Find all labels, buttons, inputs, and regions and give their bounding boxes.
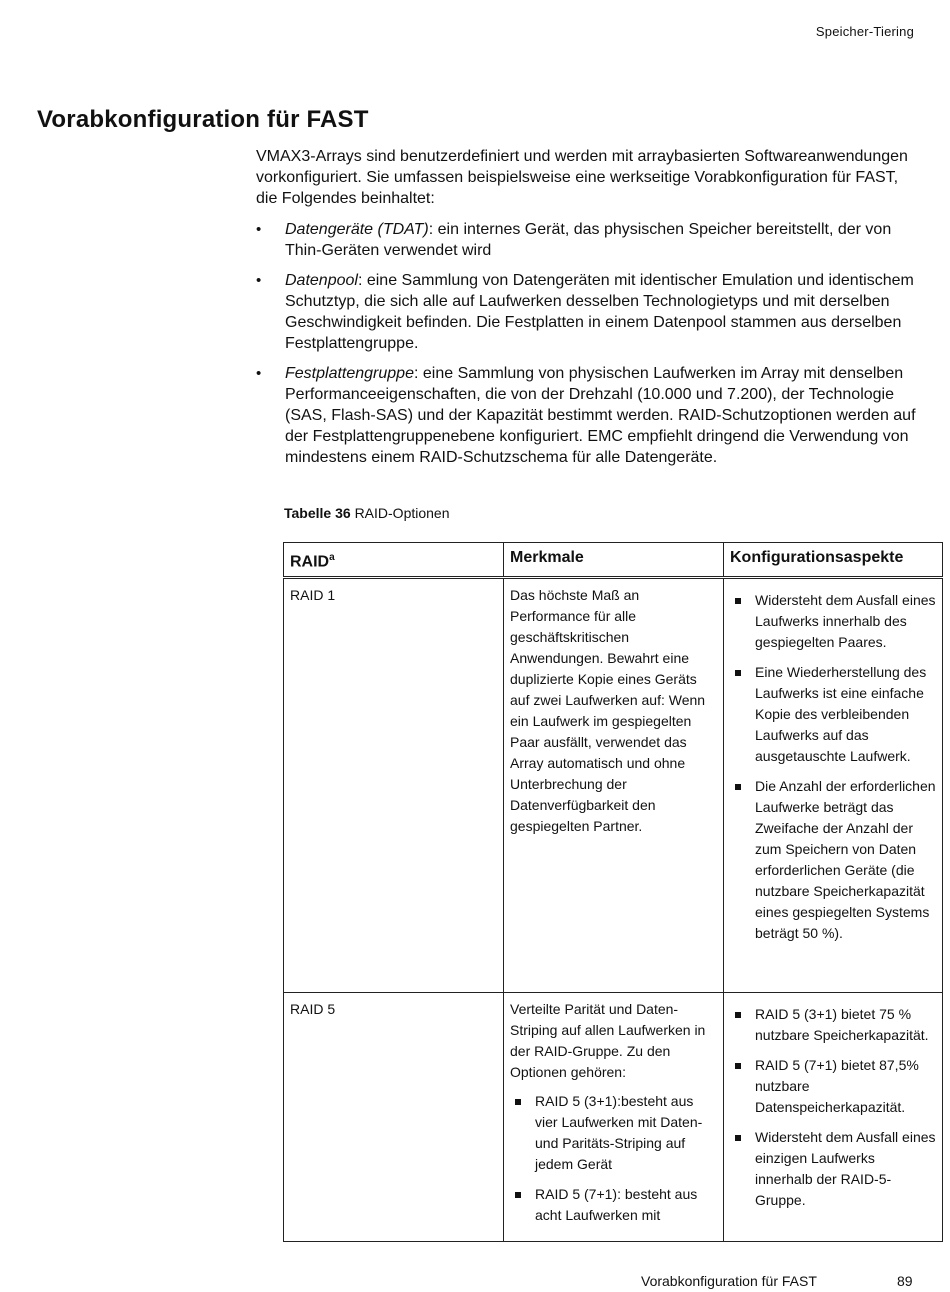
- footnote-marker: a: [329, 552, 335, 563]
- square-bullet-icon: [735, 784, 741, 790]
- features-text: Verteilte Parität und Daten-Striping auf allen Laufwerken in der RAID-Gruppe. Zu den Optionen gehören:: [510, 1001, 706, 1081]
- list-item: [256, 219, 916, 261]
- table-caption-label: Tabelle 36: [284, 505, 351, 521]
- square-bullet-icon: [515, 1192, 521, 1198]
- raid-options-table: [283, 542, 943, 1242]
- body-text: [256, 146, 916, 477]
- list-term: Datengeräte (TDAT): [285, 221, 429, 238]
- list-item: [256, 363, 916, 468]
- config-list: [730, 590, 936, 944]
- footer-title: Vorabkonfiguration für FAST: [641, 1273, 817, 1289]
- running-header: Speicher-Tiering: [815, 24, 914, 39]
- list-item: RAID 5 (3+1) bietet 75 % nutzbare Speicherkapazität.: [730, 1004, 936, 1046]
- square-bullet-icon: [735, 598, 741, 604]
- bullet-icon: •: [256, 272, 262, 289]
- list-term: Festplattengruppe: [285, 365, 414, 382]
- table-row: [284, 993, 943, 1242]
- config-list: [730, 1004, 936, 1211]
- list-item: RAID 5 (3+1):besteht aus vier Laufwerken mit Daten- und Paritäts-Striping auf jedem Gerät: [510, 1091, 717, 1175]
- square-bullet-icon: [735, 1135, 741, 1141]
- config-cell: [724, 578, 943, 993]
- intro-paragraph: VMAX3-Arrays sind benutzerdefiniert und werden mit arraybasierten Softwareanwendungen vorkonfiguriert. Sie umfassen beispielsweise eine werkseitige Vorabkonfiguration für FAST, die Folgendes beinhaltet:: [256, 148, 908, 207]
- page-number: 89: [897, 1273, 913, 1289]
- bullet-icon: •: [256, 365, 262, 382]
- header-config: Konfigurationsaspekte: [724, 543, 943, 578]
- list-item: RAID 5 (7+1): besteht aus acht Laufwerken mit: [510, 1184, 717, 1226]
- list-text: : eine Sammlung von physischen Laufwerken im Array mit denselben Performanceeigenschaften, die von der Drehzahl (10.000 und 7.200), der Technologie (SAS, Flash-SAS) und der Kapazität bestimmt werden. RAID-Schutzoptionen werden auf der Festplattengruppenebene konfiguriert. EMC empfiehlt dringend die Verwendung von mindestens einem RAID-Schutzschema für alle Datengeräte.: [285, 365, 916, 466]
- section-heading: Vorabkonfiguration für FAST: [37, 106, 369, 133]
- square-bullet-icon: [515, 1099, 521, 1105]
- table-header-row: [284, 543, 943, 578]
- config-cell: [724, 993, 943, 1242]
- list-text: : ein internes Gerät, das physischen Speicher bereitstellt, der von Thin-Geräten verwendet wird: [285, 221, 892, 259]
- square-bullet-icon: [735, 1063, 741, 1069]
- list-item: Eine Wiederherstellung des Laufwerks ist eine einfache Kopie des verbleibenden Laufwerks auf das ausgetauschte Laufwerk.: [730, 662, 936, 767]
- header-raid: RAID$^a$: [284, 543, 504, 578]
- definition-list: [256, 219, 916, 468]
- list-item: Widersteht dem Ausfall eines Laufwerks innerhalb des gespiegelten Paares.: [730, 590, 936, 653]
- list-item: Widersteht dem Ausfall eines einzigen Laufwerks innerhalb der RAID-5-Gruppe.: [730, 1127, 936, 1211]
- list-item: Die Anzahl der erforderlichen Laufwerke beträgt das Zweifache der Anzahl der zum Speichern von Daten erforderlichen Geräte (die nutzbare Speicherkapazität eines gespiegelten Systems beträgt 50 %).: [730, 776, 936, 944]
- table-row: [284, 578, 943, 993]
- raid-cell: RAID 5: [284, 993, 504, 1242]
- table-caption: [284, 505, 450, 521]
- features-list: [510, 1091, 717, 1226]
- features-text: Das höchste Maß an Performance für alle geschäftskritischen Anwendungen. Bewahrt eine duplizierte Kopie eines Geräts auf zwei Laufwerken auf: Wenn ein Laufwerk im gespiegelten Paar ausfällt, verwendet das Array automatisch und ohne Unterbrechung der Datenverfügbarkeit den gespiegelten Partner.: [510, 587, 706, 835]
- table-caption-text: RAID-Optionen: [354, 505, 450, 521]
- list-term: Datenpool: [285, 272, 358, 289]
- header-features: Merkmale: [504, 543, 724, 578]
- square-bullet-icon: [735, 1012, 741, 1018]
- raid-cell: RAID 1: [284, 578, 504, 993]
- features-cell: [504, 578, 724, 993]
- features-cell: [504, 993, 724, 1242]
- list-item: RAID 5 (7+1) bietet 87,5% nutzbare Datenspeicherkapazität.: [730, 1055, 936, 1118]
- list-item: [256, 270, 916, 354]
- list-text: : eine Sammlung von Datengeräten mit identischer Emulation und identischem Schutztyp, die sich alle auf Laufwerken desselben Technologietyps und mit derselben Geschwindigkeit befinden. Die Festplatten in einem Datenpool stammen aus derselben Festplattengruppe.: [285, 272, 914, 352]
- bullet-icon: •: [256, 221, 262, 238]
- square-bullet-icon: [735, 670, 741, 676]
